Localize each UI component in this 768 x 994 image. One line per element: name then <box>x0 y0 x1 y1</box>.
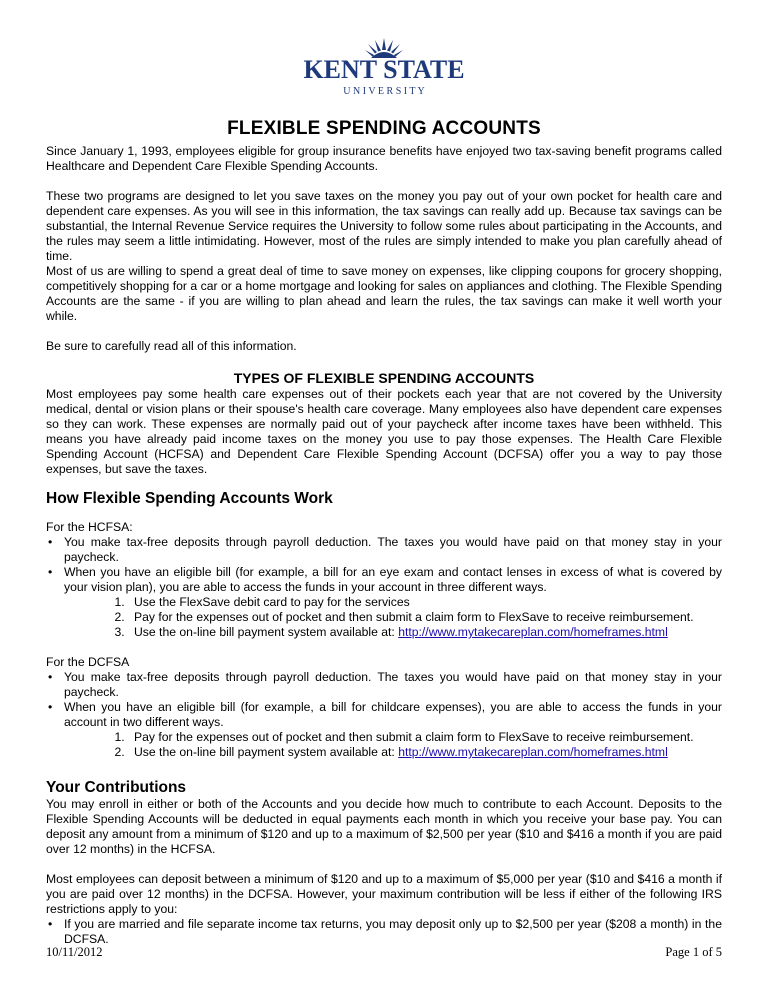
list-item: • You make tax-free deposits through payroll deduction. The taxes you would have paid on that money stay in your paycheck. <box>46 535 722 565</box>
intro-paragraph-1: Since January 1, 1993, employees eligible for group insurance benefits have enjoyed two tax-saving benefit programs called Healthcare and Dependent Care Flexible Spending Accounts. <box>46 144 722 173</box>
dcfsa-label: For the DCFSA <box>46 655 130 669</box>
kent-state-logo <box>0 34 768 96</box>
how-heading: How Flexible Spending Accounts Work <box>46 490 333 507</box>
hcfsa-numbered-list <box>64 595 722 640</box>
list-item: 2. Pay for the expenses out of pocket and then submit a claim form to FlexSave to receive reimbursement. <box>128 610 722 625</box>
intro-paragraph-3: Most of us are willing to spend a great deal of time to save money on expenses, like clipping coupons for grocery shopping, competitively shopping for a car or a home mortgage and looking for sales on appliances and clothing. The Flexible Spending Accounts are the same - if you are willing to plan ahead and learn the rules, the tax savings can make it well worth your while. <box>46 264 722 323</box>
hcfsa-label: For the HCFSA: <box>46 520 133 534</box>
mytakecareplan-link[interactable]: http://www.mytakecareplan.com/homeframes.html <box>398 625 668 639</box>
contributions-paragraph-1: You may enroll in either or both of the Accounts and you decide how much to contribute to each Account. Deposits to the Flexible Spending Accounts will be deducted in equal payments each month in which you receive your base pay. You can deposit any amount from a minimum of $120 and up to a maximum of $2,500 per year ($10 and $416 a month if you are paid over 12 months) in the HCFSA. <box>46 797 722 856</box>
dcfsa-numbered-list <box>64 730 722 760</box>
page-number: Page 1 of 5 <box>665 945 722 959</box>
mytakecareplan-link[interactable]: http://www.mytakecareplan.com/homeframes.html <box>398 745 668 759</box>
list-item: 2. Use the on-line bill payment system available at: http://www.mytakecareplan.com/homeframes.html <box>128 745 722 760</box>
list-item: • When you have an eligible bill (for example, a bill for childcare expenses), you are able to access the funds in your account in two different ways. 1. Pay for the expenses out of pocket and then submit a claim form to FlexSave to receive reimbursement. 2. Use the on-line bill payment system available at: http://www.mytakecareplan.com/homeframes.html <box>46 700 722 760</box>
list-item: 1. Use the FlexSave debit card to pay for the services <box>128 595 722 610</box>
intro-paragraph-2: These two programs are designed to let you save taxes on the money you pay out of your own pocket for health care and dependent care expenses. As you will see in this information, the tax savings can really add up. Because tax savings can be substantial, the Internal Revenue Service requires the University to follow some rules about participating in the Accounts, and the rules may seem a little intimidating. However, most of the rules are simply intended to make you plan carefully ahead of time. <box>46 189 722 263</box>
page-footer <box>46 945 722 960</box>
dcfsa-bullet-list <box>46 670 722 760</box>
contributions-heading: Your Contributions <box>46 779 187 796</box>
hcfsa-bullet-list <box>46 535 722 640</box>
types-heading: TYPES OF FLEXIBLE SPENDING ACCOUNTS <box>233 370 535 386</box>
intro-paragraph-4: Be sure to carefully read all of this information. <box>46 339 297 353</box>
list-item: 1. Pay for the expenses out of pocket and then submit a claim form to FlexSave to receive reimbursement. <box>128 730 722 745</box>
list-item: 3. Use the on-line bill payment system available at: http://www.mytakecareplan.com/homeframes.html <box>128 625 722 640</box>
types-paragraph: Most employees pay some health care expenses out of their pockets each year that are not covered by the University medical, dental or vision plans or their spouse's health care coverage. Many employees also have dependent care expenses so they can work. These expenses are normally paid out of your paycheck after income taxes have been withheld. This means you have already paid income taxes on the money you use to pay those expenses. The Health Care Flexible Spending Account (HCFSA) and Dependent Care Flexible Spending Account (DCFSA) offer you a way to pay those expenses, but save the taxes. <box>46 387 722 476</box>
page-title: FLEXIBLE SPENDING ACCOUNTS <box>227 118 541 139</box>
svg-text:U N I V E R S I T Y: U N I V E R S I T Y <box>343 86 425 96</box>
list-item: • If you are married and file separate income tax returns, you may deposit only up to $2,500 per year ($208 a month) in the DCFSA. <box>46 917 722 947</box>
irs-restrictions-list <box>46 917 722 947</box>
contributions-paragraph-2: Most employees can deposit between a minimum of $120 and up to a maximum of $5,000 per year ($10 and $416 a month if you are paid over 12 months) in the DCFSA. However, your maximum contribution will be less if either of the following IRS restrictions apply to you: <box>46 872 722 916</box>
svg-text:KENT STATE: KENT STATE <box>303 55 465 84</box>
list-item: • When you have an eligible bill (for example, a bill for an eye exam and contact lenses in excess of what is covered by your vision plan), you are able to access the funds in your account in three different ways. 1. Use the FlexSave debit card to pay for the services 2. Pay for the expenses out of pocket and then submit a claim form to FlexSave to receive reimbursement. 3. Use the on-line bill payment system available at: http://www.mytakecareplan.com/homeframes.html <box>46 565 722 640</box>
document-body <box>46 144 722 947</box>
footer-date: 10/11/2012 <box>46 945 103 959</box>
list-item: • You make tax-free deposits through payroll deduction. The taxes you would have paid on that money stay in your paycheck. <box>46 670 722 700</box>
